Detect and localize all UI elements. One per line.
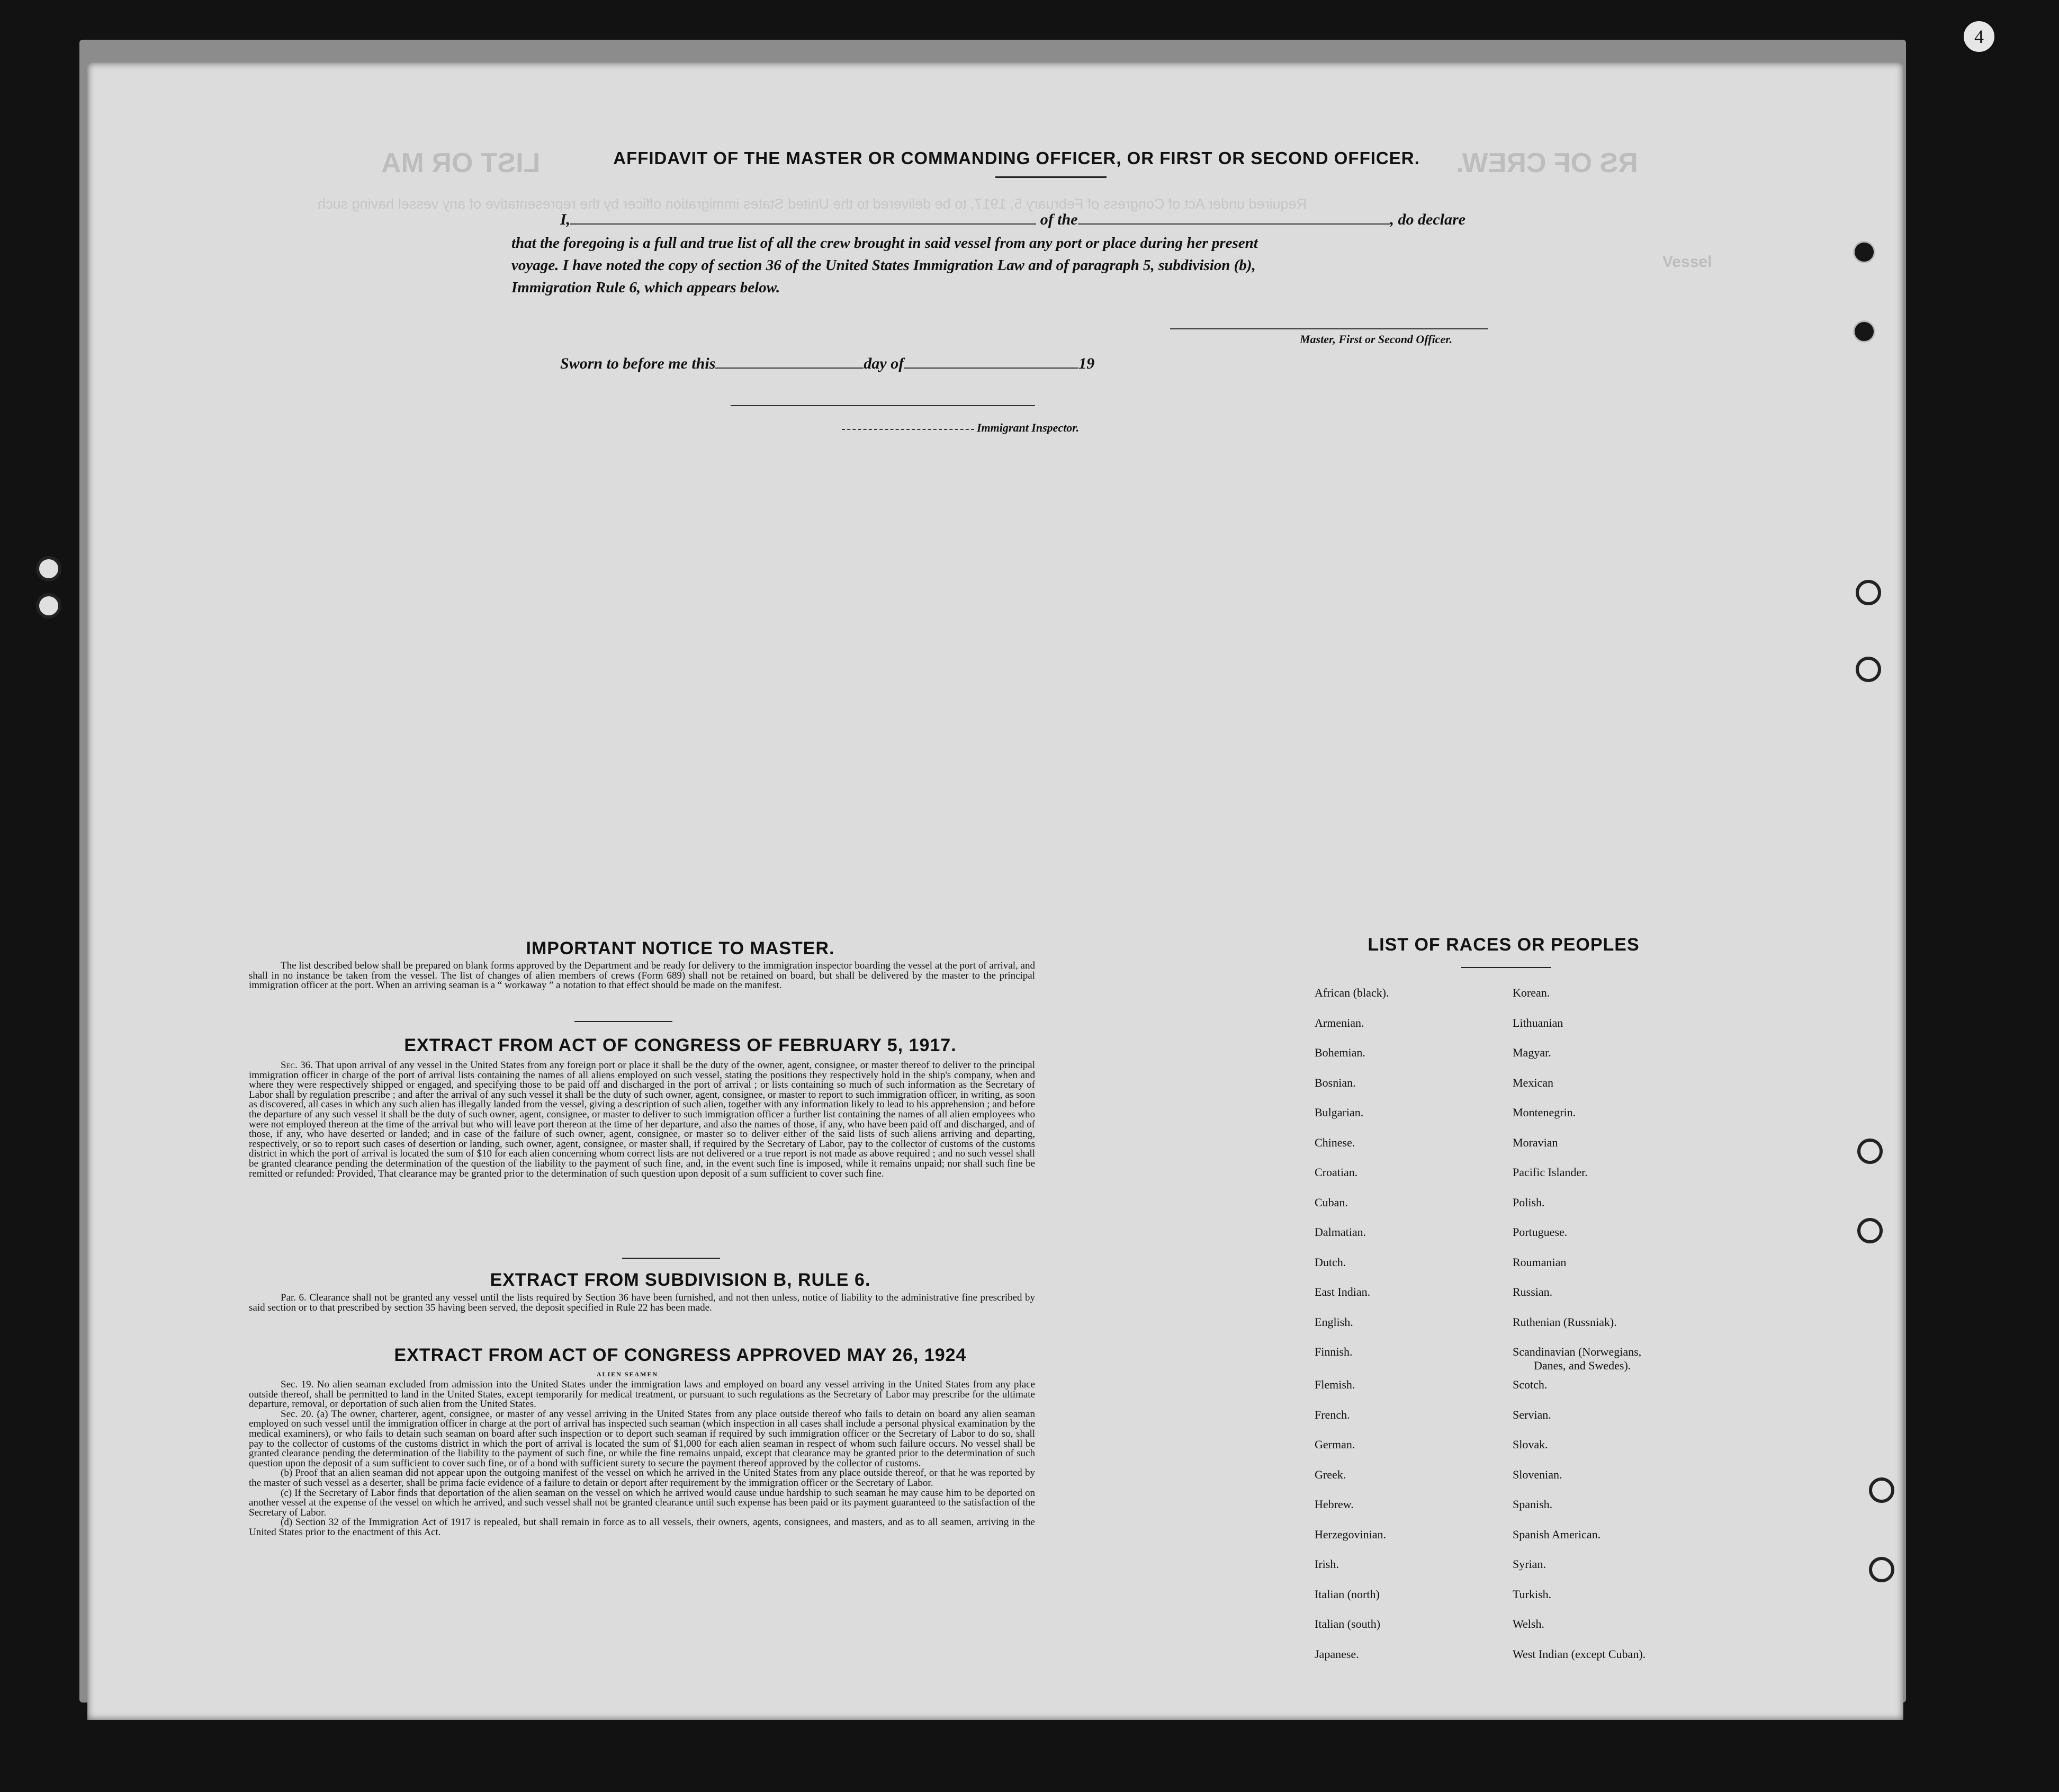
divider [574, 1021, 672, 1022]
race-item: Spanish. [1513, 1498, 1553, 1511]
binder-hole [36, 593, 61, 619]
page-number-mark: 4 [1962, 19, 1997, 54]
affidavit-declaration-line [560, 211, 1465, 229]
race-item: Slovenian. [1513, 1467, 1562, 1481]
race-item: Pacific Islander. [1513, 1166, 1588, 1179]
affidavit-i-label: I, [560, 211, 571, 228]
race-item: Cuban. [1315, 1195, 1348, 1209]
races-right-column [1513, 986, 1646, 1677]
master-signature-line[interactable] [1170, 328, 1488, 329]
race-item: English. [1315, 1315, 1353, 1329]
race-item: Scotch. [1513, 1378, 1548, 1391]
sec19-text: Sec. 19. No alien seaman excluded from admission into the United States under the immigration laws and employed on board any vessel arriving in the United States from any place outside thereof, shall be permitted to land in the United States, except temporarily for medical treatment, or pursuant to such regulations as the Secretary of Labor may prescribe for the ultimate departure, removal, or deportation of such alien from the United States. [249, 1379, 1035, 1410]
races-title: LIST OF RACES OR PEOPLES [1368, 935, 1640, 955]
affidavit-of-the-label: of the [1040, 211, 1078, 228]
extract-rule6-title: EXTRACT FROM SUBDIVISION B, RULE 6. [490, 1270, 871, 1290]
day-of-label: day of [864, 355, 904, 372]
year-label: 19 [1078, 355, 1095, 372]
affidavit-title: AFFIDAVIT OF THE MASTER OR COMMANDING OFFICER, OR FIRST OR SECOND OFFICER. [613, 148, 1420, 168]
notice-title: IMPORTANT NOTICE TO MASTER. [526, 938, 835, 958]
race-item: Finnish. [1315, 1345, 1353, 1358]
binder-hole [36, 556, 61, 581]
binder-hole [1853, 241, 1875, 263]
sworn-month-blank[interactable] [904, 368, 1078, 369]
alien-seamen-subtitle: ALIEN SEAMEN [596, 1370, 659, 1378]
race-item: Dalmatian. [1315, 1225, 1366, 1239]
race-item: Croatian. [1315, 1166, 1358, 1179]
affidavit-text-line-4: Immigration Rule 6, which appears below. [511, 279, 780, 296]
race-item: African (black). [1315, 986, 1389, 999]
affidavit-text-line-2: that the foregoing is a full and true list of all the crew brought in said vessel from any port or place during her present [511, 235, 1258, 252]
race-item: Servian. [1513, 1408, 1551, 1421]
bleed-through-subline: Required under Act of Congress of February 5, 1917, to be delivered to the United States immigration officer by the representative of any vessel having such [318, 196, 1307, 212]
sec20d-text: (d) Section 32 of the Immigration Act of 1917 is repealed, but shall remain in force as to all vessels, their owners, agents, consignees, and masters, and as to all seamen, arriving in the United States prior to the enactment of this Act. [249, 1517, 1035, 1538]
race-item: Chinese. [1315, 1135, 1355, 1149]
race-item: Russian. [1513, 1285, 1553, 1298]
race-item: Dutch. [1315, 1255, 1346, 1269]
race-item: Japanese. [1315, 1647, 1359, 1661]
race-item: East Indian. [1315, 1285, 1371, 1298]
race-item: Lithuanian [1513, 1016, 1563, 1029]
vessel-name-blank[interactable] [1078, 223, 1390, 225]
race-item: Welsh. [1513, 1617, 1544, 1630]
binder-hole [1869, 1477, 1894, 1503]
divider [622, 1258, 720, 1259]
extract-1917-body [249, 1061, 1035, 1179]
race-item: Mexican [1513, 1076, 1553, 1089]
race-item: Korean. [1513, 986, 1550, 999]
bleed-through-header: LIST OR MA [381, 148, 541, 178]
race-item: Portuguese. [1513, 1225, 1568, 1239]
race-item: Polish. [1513, 1195, 1545, 1209]
binder-hole [1857, 1139, 1883, 1164]
race-item: Slovak. [1513, 1438, 1548, 1451]
race-item: Montenegrin. [1513, 1106, 1576, 1119]
sec20c-text: (c) If the Secretary of Labor finds that deportation of the alien seaman on the vessel on which he arrived would cause undue hardship to such seaman he may cause him to be deported on another vessel at the expense of the vessel on which he arrived, and such vessel shall not be granted clearance until such expense has been paid or its payment guaranteed to the satisfaction of the Secretary of Labor. [249, 1487, 1035, 1518]
race-item: Roumanian [1513, 1255, 1567, 1269]
binder-hole [1853, 320, 1875, 343]
bleed-through-vessel: Vessel [1662, 253, 1712, 271]
section-label: Sec. 36. [281, 1060, 313, 1071]
race-item: Greek. [1315, 1467, 1346, 1481]
race-item: Spanish American. [1513, 1527, 1601, 1541]
affidavit-do-declare-label: , do declare [1390, 211, 1465, 228]
notice-body: The list described below shall be prepared on blank forms approved by the Department and be ready for delivery to the immigration inspector boarding the vessel at the port of arrival, and shall in no instance be taken from the vessel. The list of changes of alien members of crews (Form 689) shall not be retained on board, but shall be delivered by the master to the principal immigration officer at the port. When an arriving seaman is a “ workaway ” a notation to that effect should be made on the manifest. [249, 960, 1035, 991]
name-blank[interactable] [570, 223, 1036, 225]
race-item: Bulgarian. [1315, 1106, 1364, 1119]
inspector-signature-line[interactable] [731, 405, 1035, 406]
binder-hole [1857, 1218, 1883, 1243]
bleed-through-header-right: RS OF CREW. [1456, 148, 1638, 178]
race-item-text: Scandinavian (Norwegians, [1513, 1345, 1642, 1358]
race-item: Flemish. [1315, 1378, 1355, 1391]
section-36-text: That upon arrival of any vessel in the United States from any foreign port or place it shall be the duty of the owner, agent, consignee, or master thereof to deliver to the principal immigration officer in charge of the port of arrival lists containing the names of all aliens employed on such vessel, stating the positions they respectively hold in the ship's company, when and where they were respectively shipped or engaged, and specifying those to be paid off and discharged in the port of arrival ; or lists containing so much of such information as the Secretary of Labor shall by regulation prescribe ; and after the arrival of any such vessel it shall be the duty of such owner, agent, consignee, or master to report to such immigration officer, in writing, as soon as discovered, all cases in which any such alien has illegally landed from the vessel, giving a description of such alien, together with any information likely to lead to his apprehension ; and before the departure of any such vessel it shall be the duty of such owner, agent, consignee, or master to deliver to such immigration officer a further list containing the names of all alien employees who were not employed thereon at the time of the arrival but who will leave port thereon at the time of her departure, and also the names of those, if any, who have been paid off and discharged, and of those, if any, who have deserted or landed; and in case of the failure of such owner, agent, consignee, or master so to deliver either of the said lists of such aliens arriving and departing, respectively, or so to report such cases of desertion or landing, such owner, agent, consignee, or master shall, if required by the Secretary of Labor, pay to the collector of customs of the customs district in which the port of arrival is located the sum of $10 for each alien concerning whom correct lists are not delivered or a true report is not made as above required ; and no such vessel shall be granted clearance pending the determination of the question of the liability to the payment of such fine, and, in the event such fine is imposed, while it remains unpaid; nor shall such fine be remitted or refunded: Provided, That clearance may be granted prior to the determination of such question upon deposit of a sum sufficient to cover such fine. [249, 1060, 1035, 1179]
affidavit-text-line-3: voyage. I have noted the copy of section 36 of the United States Immigration Law and of paragraph 5, subdivision (b), [511, 257, 1256, 274]
races-left-column [1315, 986, 1389, 1677]
sworn-label: Sworn to before me this [560, 355, 716, 372]
race-item: French. [1315, 1408, 1350, 1421]
sec20a-text: Sec. 20. (a) The owner, charterer, agent, consignee, or master of any vessel arriving in the United States from any place outside thereof who fails to detain on board any alien seaman employed on such vessel until the immigration officer in charge at the port of arrival has inspected such seaman (which inspection in all cases shall include a personal physical examination by the medical examiners), or who fails to detain such seaman on board after such inspection or to deport such seaman if required by such immigration officer or the Secretary of Labor to do so, shall pay to the collector of customs of the customs district in which the port of arrival is located the sum of $1,000 for each alien seaman in respect of whom such failure occurs. No vessel shall be granted clearance pending the determination of the liability to the payment of such fine, or while the fine remains unpaid, except that clearance may be granted prior to the determination of such question upon the deposit of a sum sufficient to cover such fine, or of a bond with sufficient surety to secure the payment thereof approved by the collector of customs. [249, 1408, 1035, 1469]
race-item: Turkish. [1513, 1587, 1552, 1601]
race-item: Ruthenian (Russniak). [1513, 1315, 1617, 1329]
race-item: Magyar. [1513, 1046, 1551, 1059]
race-item: Bohemian. [1315, 1046, 1365, 1059]
extract-1924-body [249, 1380, 1035, 1538]
sworn-line [560, 355, 1094, 373]
extract-1917-title: EXTRACT FROM ACT OF CONGRESS OF FEBRUARY 5, 1917. [404, 1035, 957, 1055]
divider [1461, 967, 1551, 968]
binder-hole [1869, 1557, 1894, 1582]
sworn-date-blank[interactable] [715, 368, 864, 369]
extract-rule6-body: Par. 6. Clearance shall not be granted any vessel until the lists required by Section 36 have been furnished, and not then unless, notice of liability to the administrative fine prescribed by said section or to that prescribed by section 35 having been served, the deposit specified in Rule 22 has been made. [249, 1292, 1035, 1313]
race-item: West Indian (except Cuban). [1513, 1647, 1646, 1661]
race-item-continuation: Danes, and Swedes). [1534, 1359, 1631, 1372]
race-item: Italian (north) [1315, 1587, 1380, 1601]
divider [995, 176, 1107, 178]
race-item: Hebrew. [1315, 1498, 1354, 1511]
master-signature-caption: Master, First or Second Officer. [1300, 333, 1453, 346]
race-item: Armenian. [1315, 1016, 1364, 1029]
inspector-caption: Immigrant Inspector. [977, 421, 1080, 434]
race-item: Bosnian. [1315, 1076, 1356, 1089]
inspector-signature-underline [842, 429, 974, 430]
race-item: Italian (south) [1315, 1617, 1381, 1630]
binder-hole [1856, 580, 1881, 605]
race-item: Irish. [1315, 1557, 1339, 1571]
sec20b-text: (b) Proof that an alien seaman did not appear upon the outgoing manifest of the vessel on which he arrived in the United States from any place outside thereof, or that he was reported by the master of such vessel as a deserter, shall be prima facie evidence of a failure to detain or deport after requirement by the immigration officer or the Secretary of Labor. [249, 1467, 1035, 1489]
race-item: Herzegovinian. [1315, 1527, 1386, 1541]
extract-1924-title: EXTRACT FROM ACT OF CONGRESS APPROVED MAY 26, 1924 [394, 1345, 967, 1365]
race-item [1513, 1345, 1646, 1378]
race-item: Moravian [1513, 1135, 1558, 1149]
binder-hole [1856, 657, 1881, 682]
race-item: Syrian. [1513, 1557, 1546, 1571]
race-item: German. [1315, 1438, 1355, 1451]
